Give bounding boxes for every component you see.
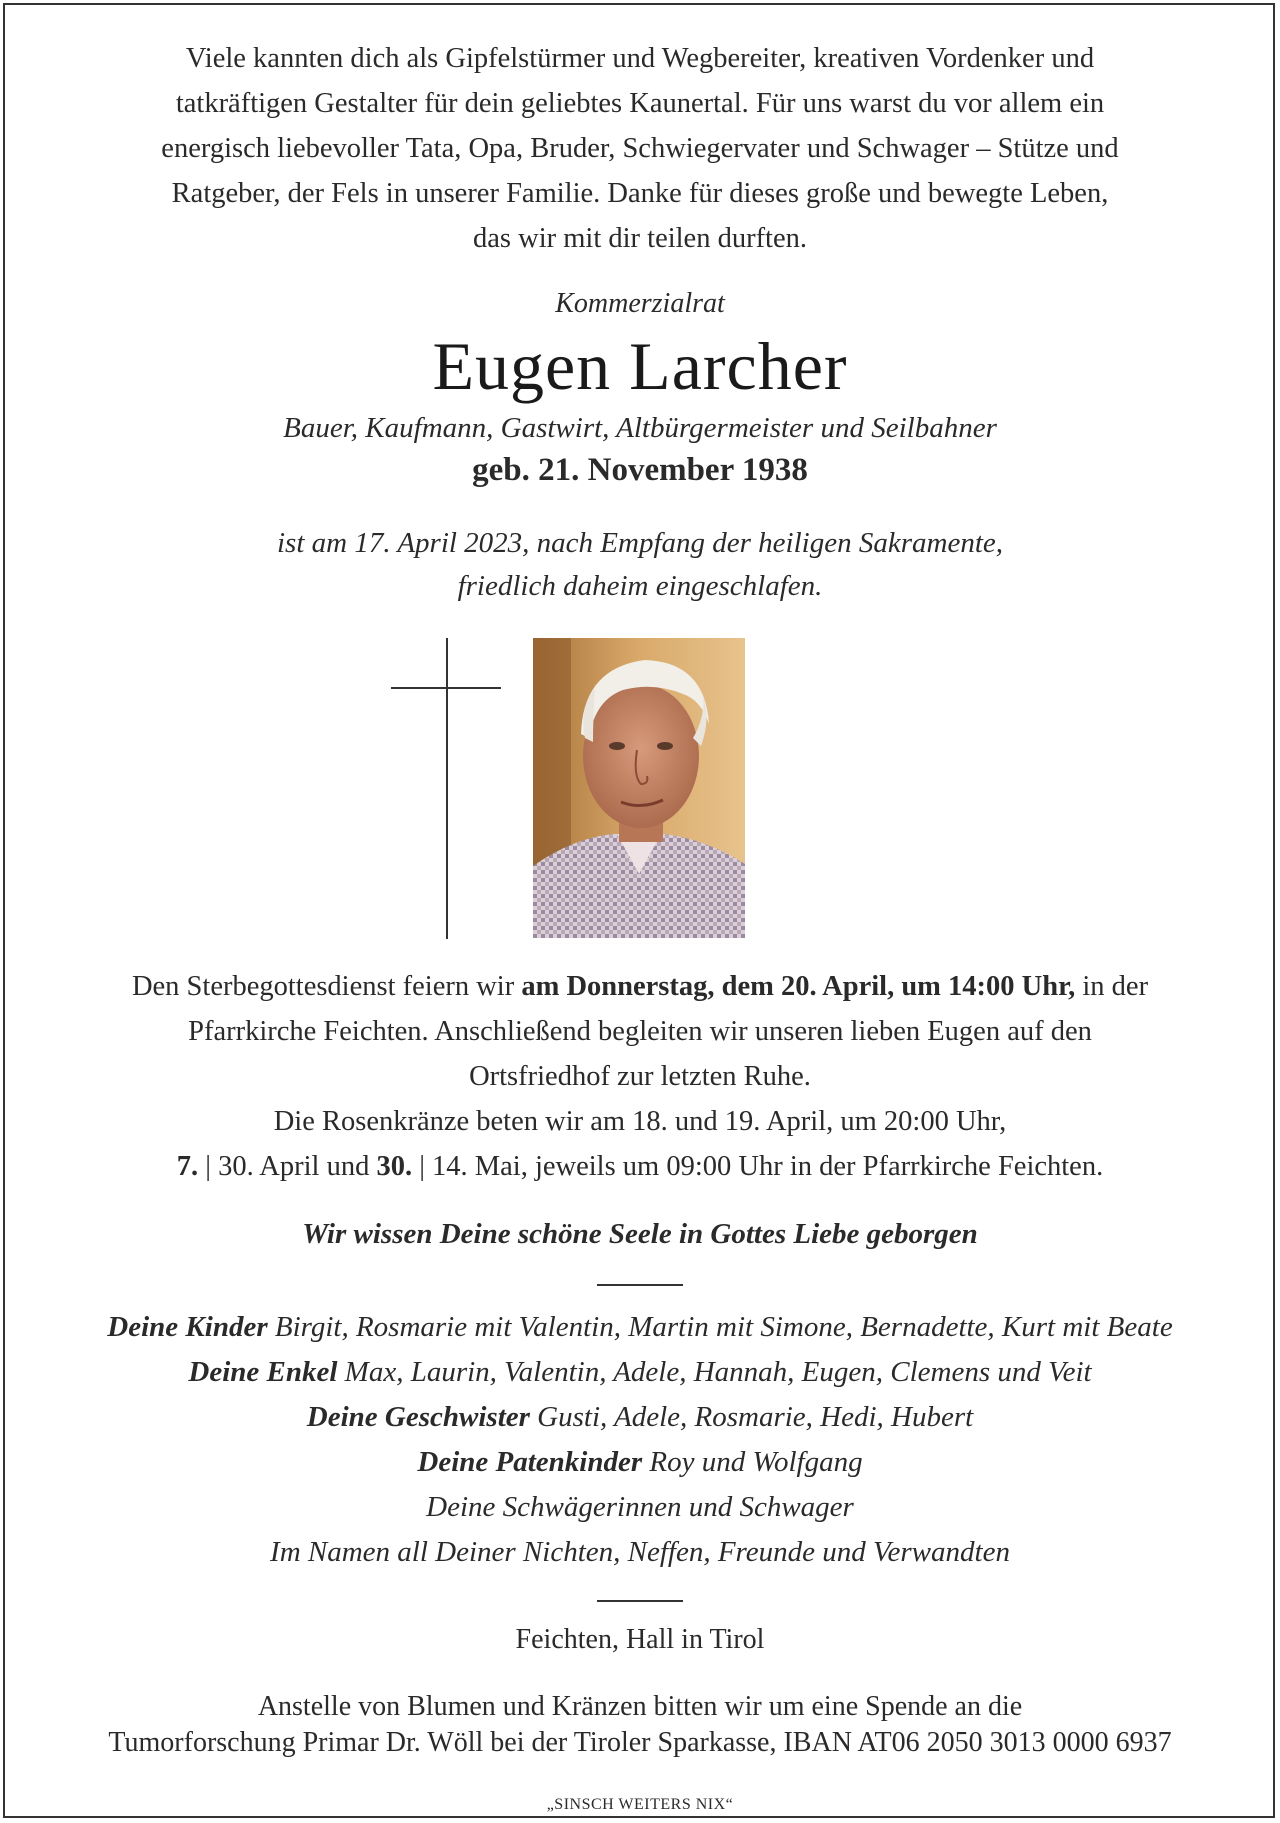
intro-line: das wir mit dir teilen durften.	[473, 223, 807, 254]
honorary-title: Kommerzialrat	[555, 288, 725, 319]
service-text: Den Sterbegottesdienst feiern wir	[131, 971, 522, 1002]
intro-line: tatkräftigen Gestalter für dein geliebtes Kaunertal. Für uns warst du vor allem ein	[175, 88, 1105, 119]
rosary-text: | 30. April und	[198, 1151, 377, 1182]
footer-motto: „SINSCH WEITERS NIX“	[546, 1796, 734, 1813]
mourners-list	[0, 1305, 1280, 1575]
mourners-others: Im Namen all Deiner Nichten, Neffen, Freunde und Verwandten	[270, 1536, 1010, 1568]
mourners-children	[0, 1305, 1280, 1350]
deceased-roles: Bauer, Kaufmann, Gastwirt, Altbürgermeister und Seilbahner	[283, 412, 997, 444]
rosary-date-bold: 7.	[176, 1151, 199, 1182]
mourners-inlaws: Deine Schwägerinnen und Schwager	[426, 1491, 854, 1523]
service-line-3: Ortsfriedhof zur letzten Ruhe.	[469, 1061, 811, 1092]
portrait-photo	[533, 638, 745, 938]
deceased-name: Eugen Larcher	[432, 328, 848, 404]
service-line-2: Pfarrkirche Feichten. Anschließend begleiten wir unseren lieben Eugen auf den	[188, 1016, 1092, 1047]
mourners-siblings	[0, 1395, 1280, 1440]
rosary-dates-line	[0, 1144, 1280, 1189]
death-line: ist am 17. April 2023, nach Empfang der heiligen Sakramente,	[277, 527, 1003, 559]
mourners-godchildren	[0, 1440, 1280, 1485]
intro-line: energisch liebevoller Tata, Opa, Bruder, Schwiegervater und Schwager – Stütze und	[161, 133, 1119, 164]
donation-request	[0, 1689, 1280, 1761]
place-line: Feichten, Hall in Tirol	[515, 1624, 765, 1655]
service-line-1	[0, 964, 1280, 1009]
donation-line: Tumorforschung Primar Dr. Wöll bei der Tiroler Sparkasse, IBAN AT06 2050 3013 0000 6937	[108, 1727, 1172, 1758]
service-text: in der	[1075, 971, 1149, 1002]
mourners-names: Max, Laurin, Valentin, Adele, Hannah, Eugen, Clemens und Veit	[337, 1356, 1092, 1388]
intro-line: Ratgeber, der Fels in unserer Familie. Danke für dieses große und bewegte Leben,	[171, 178, 1109, 209]
cross-vertical-bar	[446, 638, 448, 939]
mourners-label: Deine Enkel	[188, 1356, 338, 1388]
mourners-names: Gusti, Adele, Rosmarie, Hedi, Hubert	[529, 1401, 974, 1433]
mourners-label: Deine Geschwister	[306, 1401, 530, 1433]
divider	[597, 1600, 683, 1602]
death-notice	[0, 522, 1280, 608]
faith-statement: Wir wissen Deine schöne Seele in Gottes Liebe geborgen	[302, 1218, 978, 1250]
funeral-service-info	[0, 964, 1280, 1189]
rosary-date-bold: 30.	[376, 1151, 413, 1182]
divider	[597, 1284, 683, 1286]
mourners-label: Deine Patenkinder	[417, 1446, 643, 1478]
cross-horizontal-bar	[391, 687, 501, 689]
rosary-text: | 14. Mai, jeweils um 09:00 Uhr in der Pfarrkirche Feichten.	[412, 1151, 1104, 1182]
donation-line: Anstelle von Blumen und Kränzen bitten wir um eine Spende an die	[257, 1691, 1023, 1722]
birth-date: geb. 21. November 1938	[472, 452, 808, 488]
mourners-names: Roy und Wolfgang	[642, 1446, 863, 1478]
mourners-label: Deine Kinder	[107, 1311, 268, 1343]
rosary-line: Die Rosenkränze beten wir am 18. und 19. April, um 20:00 Uhr,	[273, 1106, 1007, 1137]
mourners-grandchildren	[0, 1350, 1280, 1395]
intro-line: Viele kannten dich als Gipfelstürmer und Wegbereiter, kreativen Vordenker und	[185, 43, 1095, 74]
mourners-names: Birgit, Rosmarie mit Valentin, Martin mit Simone, Bernadette, Kurt mit Beate	[267, 1311, 1173, 1343]
death-line: friedlich daheim eingeschlafen.	[457, 570, 823, 602]
service-date-time: am Donnerstag, dem 20. April, um 14:00 Uhr,	[521, 971, 1076, 1002]
intro-text	[0, 36, 1280, 261]
